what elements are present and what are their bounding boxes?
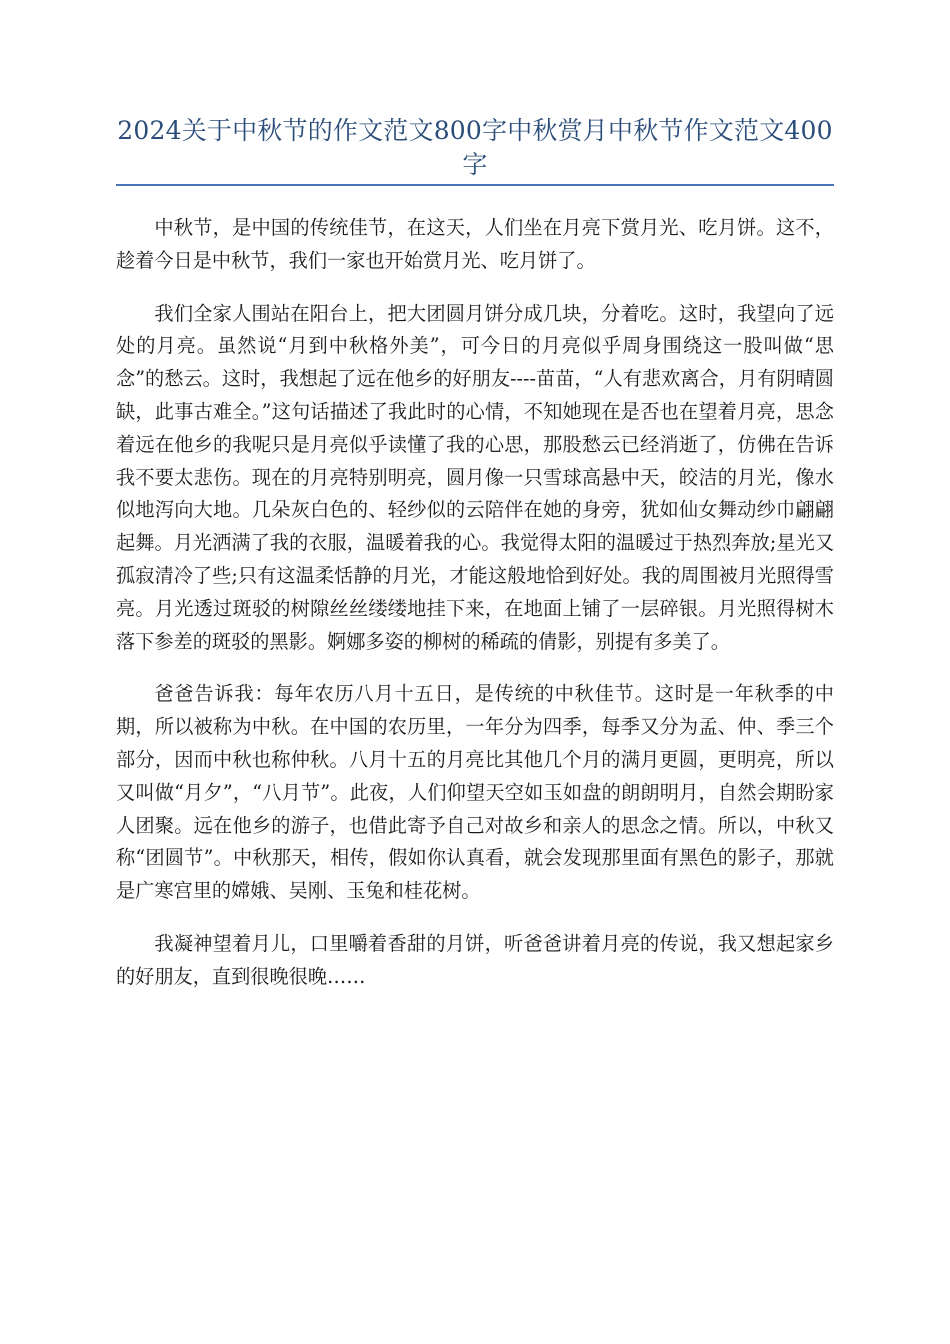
paragraph-2: 我们全家人围站在阳台上，把大团圆月饼分成几块，分着吃。这时，我望向了远处的月亮。虽然说“月到中秋格外美”，可今日的月亮似乎周身围绕这一股叫做“思念”的愁云。这时，我想起了远在他乡的好朋友----苗苗，“人有悲欢离合，月有阴晴圆缺，此事古难全。”这句话描述了我此时的心情，不知她现在是否也在望着月亮，思念着远在他乡的我呢只是月亮似乎读懂了我的心思，那股愁云已经消逝了，仿佛在告诉我不要太悲伤。现在的月亮特别明亮，圆月像一只雪球高悬中天，皎洁的月光，像水似地泻向大地。几朵灰白色的、轻纱似的云陪伴在她的身旁，犹如仙女舞动纱巾翩翩起舞。月光洒满了我的衣服，温暖着我的心。我觉得太阳的温暖过于热烈奔放;星光又孤寂清冷了些;只有这温柔恬静的月光，才能这般地恰到好处。我的周围被月光照得雪亮。月光透过斑驳的树隙丝丝缕缕地挂下来，在地面上铺了一层碎银。月光照得树木落下参差的斑驳的黑影。婀娜多姿的柳树的稀疏的倩影，别提有多美了。 — [116, 301, 834, 653]
paragraph-1: 中秋节，是中国的传统佳节，在这天，人们坐在月亮下赏月光、吃月饼。这不，趁着今日是中秋节，我们一家也开始赏月光、吃月饼了。 — [116, 216, 834, 272]
paragraph-3: 爸爸告诉我：每年农历八月十五日，是传统的中秋佳节。这时是一年秋季的中期，所以被称为中秋。在中国的农历里，一年分为四季，每季又分为孟、仲、季三个部分，因而中秋也称仲秋。八月十五的月亮比其他几个月的满月更圆，更明亮，所以又叫做“月夕”，“八月节”。此夜，人们仰望天空如玉如盘的朗朗明月，自然会期盼家人团聚。远在他乡的游子，也借此寄予自己对故乡和亲人的思念之情。所以，中秋又称“团圆节”。中秋那天，相传，假如你认真看，就会发现那里面有黑色的影子，那就是广寒宫里的嫦娥、吴刚、玉兔和桂花树。 — [116, 682, 834, 903]
title-block — [116, 114, 834, 182]
title-underline — [116, 184, 834, 186]
document-title: 2024关于中秋节的作文范文800字中秋赏月中秋节作文范文400字 — [117, 116, 833, 179]
document-body — [116, 212, 834, 1014]
paragraph-4: 我凝神望着月儿，口里嚼着香甜的月饼，听爸爸讲着月亮的传说，我又想起家乡的好朋友，直到很晚很晚…… — [116, 931, 834, 988]
